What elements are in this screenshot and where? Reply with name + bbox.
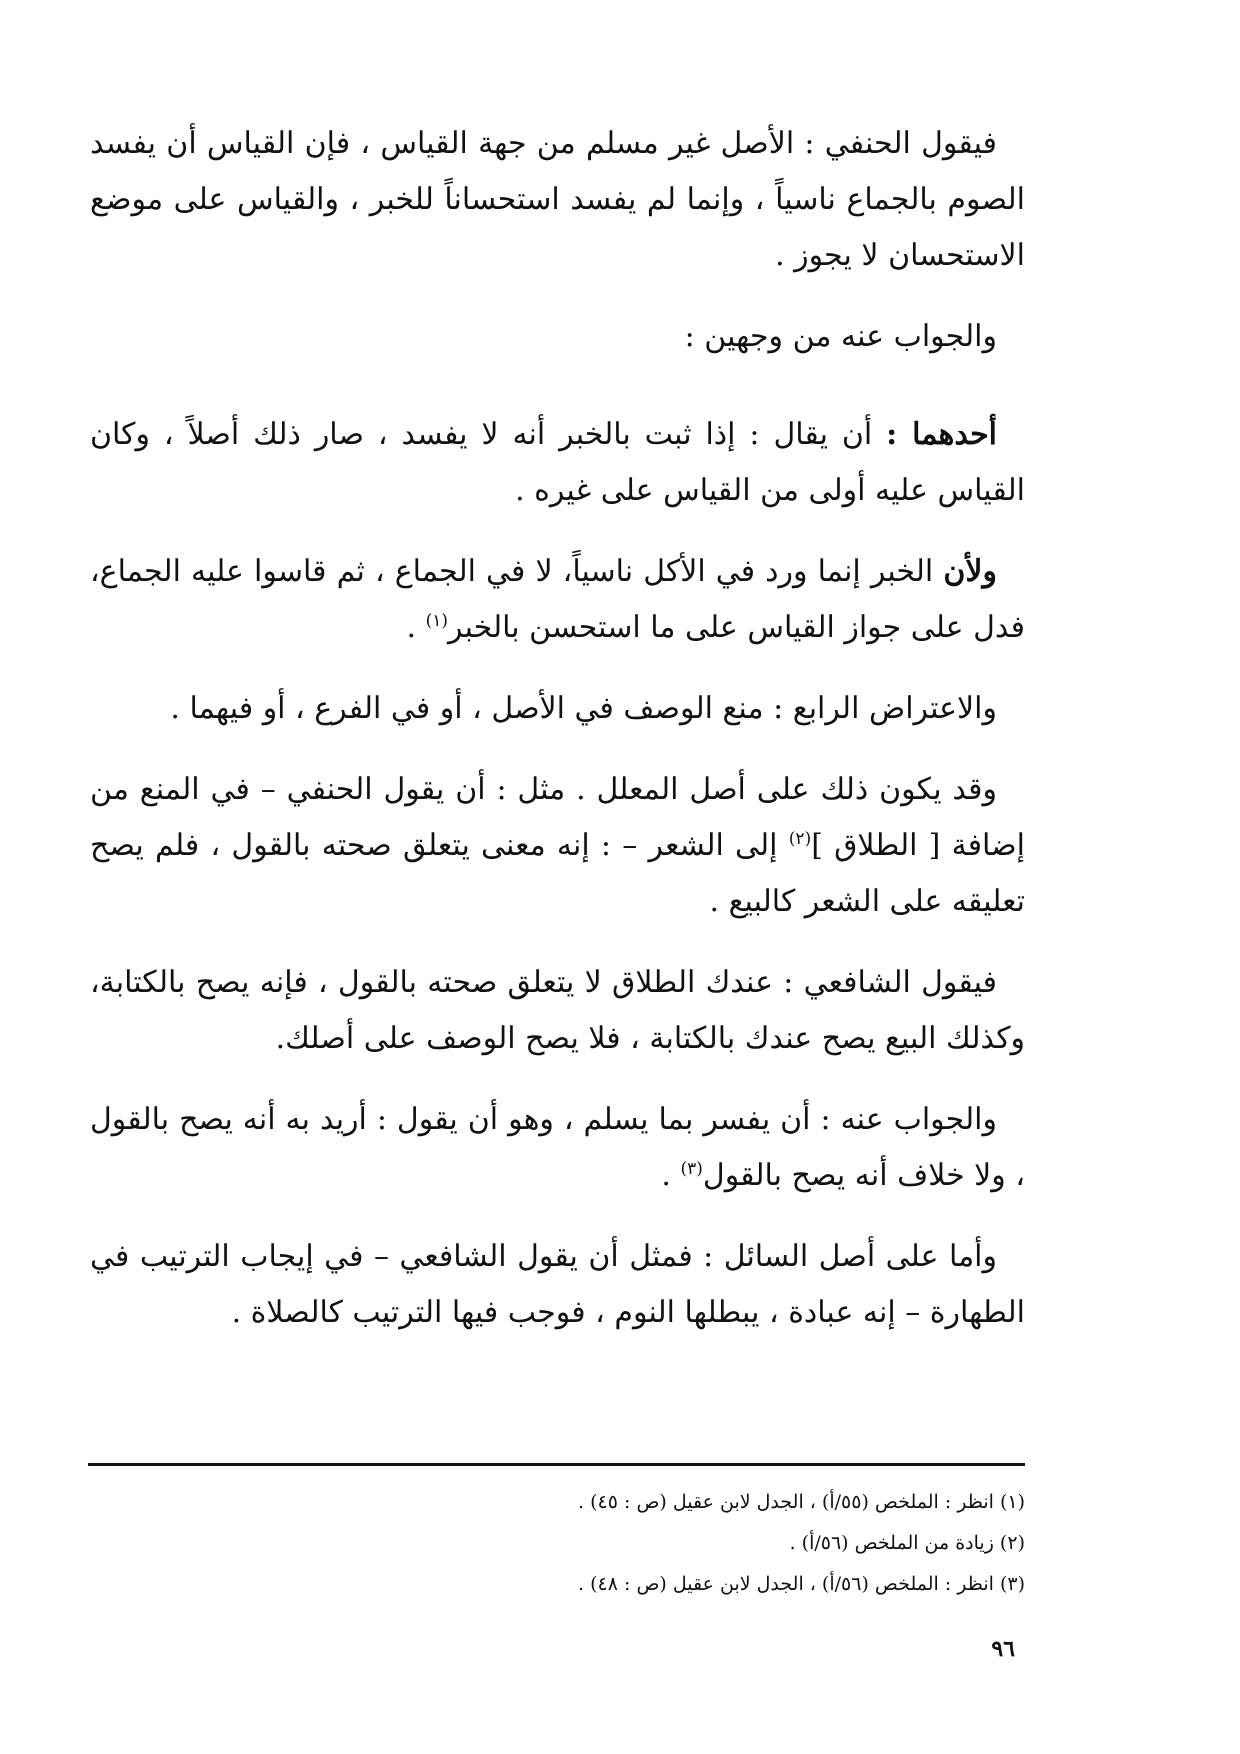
paragraph-text: الخبر إنما ورد في الأكل ناسياً، لا في الجماع ، ثم قاسوا عليه الجماع، فدل على جواز القياس على ما استحسن بالخبر bbox=[90, 554, 1025, 645]
footnote-2: (٢) زيادة من الملخص (٥٦/أ) . bbox=[789, 1532, 1025, 1554]
paragraph-text: والجواب عنه : أن يفسر بما يسلم ، وهو أن يقول : أريد به أنه يصح بالقول ، ولا خلاف أنه يصح بالقول bbox=[90, 1102, 1025, 1193]
main-text bbox=[90, 116, 1025, 1366]
paragraph-tail: إلى الشعر – : إنه معنى يتعلق صحته بالقول ، فلم يصح تعليقه على الشعر كالبيع . bbox=[90, 828, 1025, 919]
paragraph-text: أن يقال : إذا ثبت بالخبر أنه لا يفسد ، صار ذلك أصلاً ، وكان القياس عليه أولى من القياس على غيره . bbox=[90, 417, 1025, 508]
paragraph-6 bbox=[90, 762, 1025, 930]
footnotes bbox=[380, 1482, 1025, 1605]
paragraph-8 bbox=[90, 1092, 1025, 1204]
paragraph-3 bbox=[90, 407, 1025, 519]
paragraph-text: والجواب عنه من وجهين : bbox=[684, 319, 997, 354]
paragraph-text: والاعتراض الرابع : منع الوصف في الأصل ، أو في الفرع ، أو فيهما . bbox=[170, 691, 997, 726]
paragraph-lead: أحدهما : bbox=[886, 417, 997, 452]
footnote-1: (١) انظر : الملخص (٥٥/أ) ، الجدل لابن عقيل (ص : ٤٥) . bbox=[578, 1491, 1025, 1513]
paragraph-text: فيقول الشافعي : عندك الطلاق لا يتعلق صحته بالقول ، فإنه يصح بالكتابة، وكذلك البيع يصح عندك بالكتابة ، فلا يصح الوصف على أصلك. bbox=[90, 965, 1025, 1056]
paragraph-text: وأما على أصل السائل : فمثل أن يقول الشافعي – في إيجاب الترتيب في الطهارة – إنه عبادة ، يبطلها النوم ، فوجب فيها الترتيب كالصلاة . bbox=[90, 1239, 1025, 1330]
paragraph-7 bbox=[90, 955, 1025, 1067]
footnote-ref-1[interactable]: (١) bbox=[425, 611, 449, 631]
paragraph-2 bbox=[90, 309, 1025, 365]
paragraph-lead: ولأن bbox=[943, 554, 997, 589]
paragraph-9 bbox=[90, 1229, 1025, 1341]
paragraph-4 bbox=[90, 544, 1025, 656]
paragraph-5 bbox=[90, 681, 1025, 737]
paragraph-1 bbox=[90, 116, 1025, 284]
footnote-ref-2[interactable]: (٢) bbox=[788, 829, 812, 849]
footnote-3: (٣) انظر : الملخص (٥٦/أ) ، الجدل لابن عقيل (ص : ٤٨) . bbox=[578, 1573, 1025, 1595]
footnote-ref-3[interactable]: (٣) bbox=[680, 1159, 703, 1179]
paragraph-tail: . bbox=[406, 610, 426, 645]
paragraph-text: فيقول الحنفي : الأصل غير مسلم من جهة القياس ، فإن القياس أن يفسد الصوم بالجماع ناسياً ، وإنما لم يفسد استحساناً للخبر ، والقياس على موضع الاستحسان لا يجوز . bbox=[90, 126, 1025, 273]
paragraph-text: وقد يكون ذلك على أصل المعلل . مثل : أن يقول الحنفي – في المنع من إضافة [ الطلاق ] bbox=[90, 772, 1025, 863]
page-number: ٩٦ bbox=[991, 1636, 1015, 1662]
paragraph-tail: . bbox=[661, 1158, 681, 1193]
footnote-divider bbox=[88, 1463, 1025, 1466]
